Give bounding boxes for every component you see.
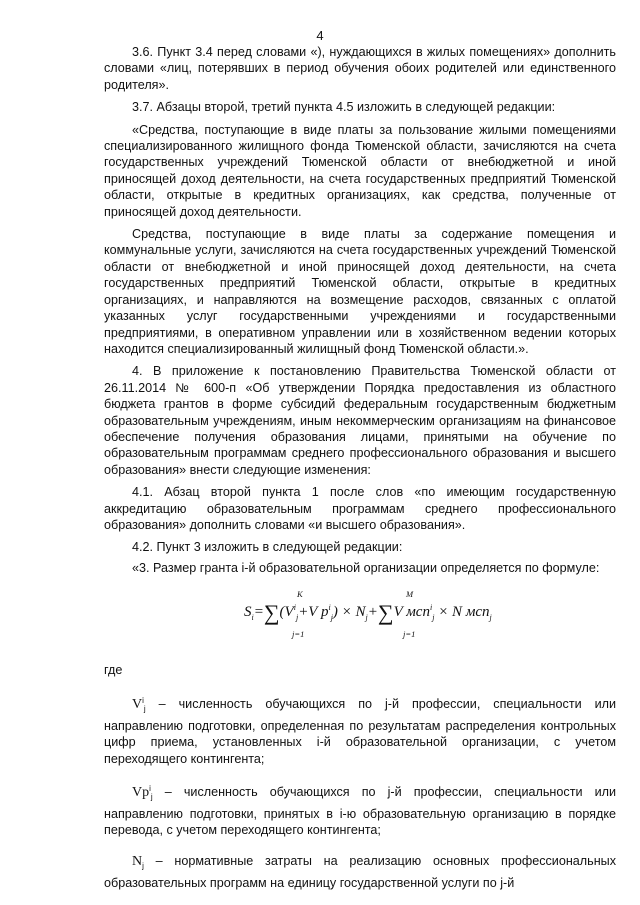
formula-term-vp-sub: j — [330, 613, 333, 623]
paragraph-quote-1: «Средства, поступающие в виде платы за пользование жилыми помещениями специализированного жилищного фонда Тюменской области, зачисляются на счета государственных учреждений Тюменской области от внебюджетной и иной приносящей доход деятельности, на счета государственных предприятий Тюменской области, открытые в кредитных организациях, как средства, полученные от приносящей доход деятельности. — [104, 122, 616, 219]
definition-v-sub: j — [143, 704, 146, 714]
definition-v-text: – численность обучающихся по j-й профессии, специальности или направлению подготовки, определенная по результатам распределения контрольных цифр приема, установленных i-й образовательной организации, с учетом переходящего контингента; — [104, 696, 616, 766]
definition-vp-text: – численность обучающихся по j-й профессии, специальности или направлению подготовки, принятых в i-ю образовательную организацию в порядке перевода, с учетом переходящего контингента; — [104, 785, 616, 838]
definition-vp — [104, 781, 616, 839]
formula-term-vp-sup: i — [328, 603, 331, 613]
page-number: 4 — [316, 28, 324, 43]
paragraph-4-1: 4.1. Абзац второй пункта 1 после слов «по имеющим государственную аккредитацию образовательным программам среднего профессионального образования» дополнить словами «и высшего образования». — [104, 485, 616, 532]
formula-equals: = — [253, 604, 264, 621]
sum2-upper-limit: M — [406, 589, 414, 600]
sum1-upper-limit: K — [297, 589, 303, 600]
formula-term-n: ) × N — [332, 604, 366, 621]
formula-term-vmsp-sup: i — [429, 603, 433, 613]
sum2-sigma: ∑ — [377, 600, 394, 626]
definition-n-text: – нормативные затраты на реализацию основных профессиональных образовательных программ на единицу государственной услуги по j-й — [104, 853, 616, 890]
sum2-lower-limit: j=1 — [403, 629, 416, 640]
definition-v-sup: i — [142, 695, 144, 705]
definition-vp-sup: i — [149, 783, 151, 793]
definition-v-symbol: V — [132, 696, 143, 712]
definition-vp-symbol: Vp — [132, 785, 150, 801]
paragraph-3-6: 3.6. Пункт 3.4 перед словами «), нуждающихся в жилых помещениях» дополнить словами «лиц, потерявших в период обучения обоих родителей или единственного родителя». — [104, 45, 616, 92]
definition-v — [104, 693, 616, 767]
paragraph-quote-2: Средства, поступающие в виде платы за содержание помещения и коммунальные услуги, зачисляются на счета государственных учреждений Тюменской области от внебюджетной и иной приносящей доход деятельности, на счета государственных предприятий Тюменской области, открытые в кредитных организациях, и направляются на возмещение расходов, связанных с оплатой указанных услуг государственными учреждениями и государственными предприятиями, в оперативном управлении или в хозяйственном ведении которых находится специализированный жилищный фонд Тюменской области.». — [104, 227, 616, 356]
formula-term-nmsp-sub: j — [489, 613, 492, 623]
formula-term-v: (V — [279, 604, 294, 621]
sum1-sigma: ∑ — [263, 600, 280, 626]
formula-lhs-sub: i — [251, 613, 254, 623]
formula-term-v-sub: j — [295, 613, 299, 623]
formula-expression — [244, 600, 492, 626]
paragraph-formula-intro: «3. Размер гранта i-й образовательной организации определяется по формуле: — [132, 560, 600, 575]
formula-plus: + — [367, 604, 378, 621]
document-body — [104, 44, 616, 905]
paragraph-4-2: 4.2. Пункт 3 изложить в следующей редакции: — [132, 540, 403, 555]
where-label: где — [104, 663, 123, 678]
definition-n-symbol: N — [132, 853, 143, 869]
formula-lhs: S — [244, 604, 252, 621]
paragraph-3-7: 3.7. Абзацы второй, третий пункта 4.5 изложить в следующей редакции: — [132, 100, 556, 115]
formula-term-vmsp: V мсп — [393, 604, 430, 621]
formula-term-v-sup: i — [293, 603, 296, 613]
definition-n — [104, 853, 616, 891]
paragraph-4: 4. В приложение к постановлению Правительства Тюменской области от 26.11.2014 № 600-п «Об утверждении Порядка предоставления из областного бюджета грантов в форме субсидий федеральным государственным бюджетным образовательным учреждениям, иным некоммерческим организациям на финансовое обеспечение получения образования лицами, принятыми на обучение по образовательным программам среднего профессионального образования и высшего образования» внести следующие изменения: — [104, 364, 616, 477]
grant-formula — [104, 580, 616, 640]
formula-term-n-sub: j — [365, 613, 368, 623]
formula-term-nmsp: × N мсп — [434, 604, 490, 621]
definition-vp-sub: j — [150, 792, 153, 802]
sum1-lower-limit: j=1 — [292, 629, 305, 640]
formula-term-vp: +V p — [298, 604, 329, 621]
formula-term-vmsp-sub: j — [432, 613, 435, 623]
definition-n-sub: j — [142, 861, 144, 871]
